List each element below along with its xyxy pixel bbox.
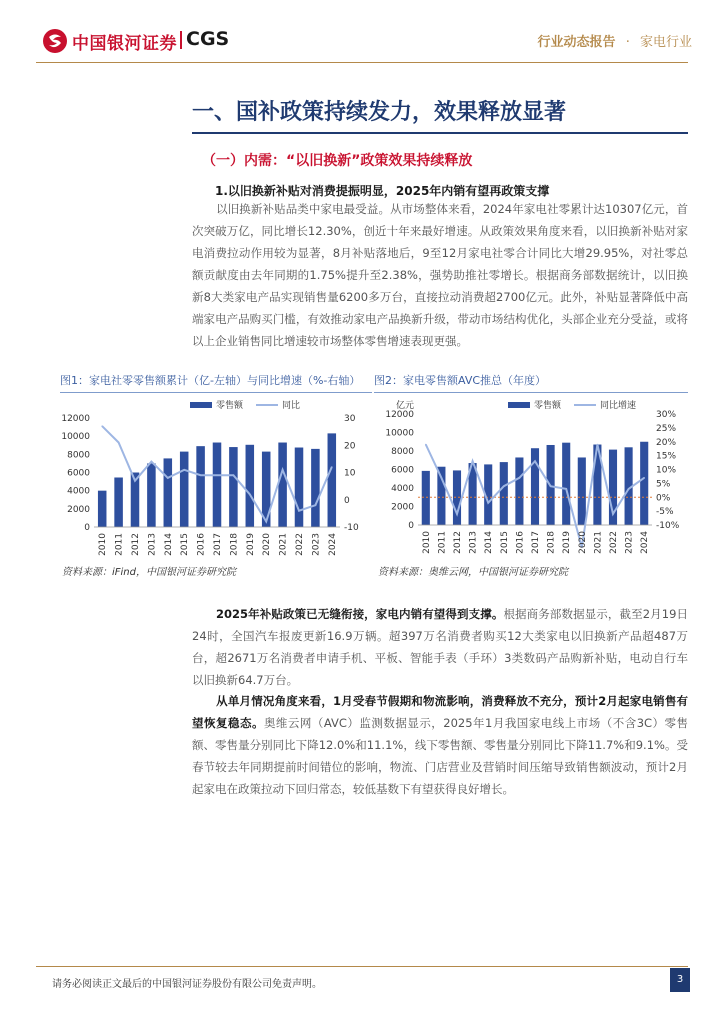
growth-point-2018 (550, 485, 552, 487)
x-tick-label: 2024 (640, 531, 651, 554)
growth-point-2012 (134, 480, 136, 482)
x-tick-label: 2022 (295, 533, 305, 556)
figure-2-caption: 图2：家电零售额AVC推总（年度） (374, 374, 547, 387)
y2-tick-label: 30 (344, 414, 356, 424)
y2-tick-label: -5% (656, 507, 674, 518)
bar-2019 (562, 443, 570, 525)
header-dot: · (625, 35, 630, 50)
y2-tick-label: 20 (344, 441, 356, 452)
industry-label: 家电行业 (639, 35, 692, 50)
growth-point-2020 (265, 521, 267, 523)
x-tick-label: 2012 (453, 531, 463, 554)
x-tick-label: 2023 (624, 531, 635, 554)
x-tick-label: 2017 (213, 533, 223, 556)
bar-2022 (295, 448, 304, 527)
growth-point-2015 (503, 485, 505, 487)
x-tick-label: 2019 (562, 531, 573, 554)
paragraph-2 (192, 603, 688, 691)
x-tick-label: 2014 (484, 531, 495, 554)
bar-2010 (422, 471, 430, 525)
y-tick-label: 12000 (61, 414, 90, 424)
bar-2019 (246, 445, 255, 527)
x-tick-label: 2018 (229, 533, 240, 556)
paragraph-2-text: 根据商务部数据显示，截至2月19日24时，全国汽车报废更新16.9万辆。超397万名消费者购买12大类家电以旧换新产品超487万台，超2671万名消费者申请手机、平板、智能手表（手环）3类数码产品购新补贴，电动自行车以旧换新64.7万台。 (192, 607, 688, 687)
legend-label-bar: 零售额 (216, 401, 244, 411)
y2-tick-label: 0% (656, 493, 671, 504)
growth-point-2016 (200, 474, 202, 476)
company-logo-icon (42, 28, 68, 54)
bar-2013 (147, 463, 156, 527)
growth-point-2017 (534, 460, 536, 462)
legend-label-bar: 零售额 (534, 401, 562, 411)
subsection-title: （一）内需：“以旧换新”政策效果持续释放 (202, 153, 473, 169)
footer-divider (36, 966, 688, 967)
y2-tick-label: 15% (656, 451, 677, 462)
y-tick-label: 4000 (391, 484, 414, 494)
report-type: 行业动态报告 (537, 35, 616, 50)
growth-point-2012 (456, 513, 458, 515)
y-tick-label: 12000 (385, 410, 414, 420)
growth-point-2013 (151, 461, 153, 463)
y2-tick-label: 5% (656, 479, 671, 490)
subsubsection-title: 1.以旧换新补贴对消费提振明显，2025年内销有望再政策支撑 (215, 184, 550, 198)
growth-point-2017 (216, 474, 218, 476)
figure-1-caption-rule (60, 392, 372, 393)
growth-point-2014 (487, 502, 489, 504)
figure-2-source: 资料来源：奥维云网，中国银河证券研究院 (378, 567, 568, 578)
growth-point-2024 (331, 466, 333, 468)
x-tick-label: 2024 (327, 533, 338, 556)
y-tick-label: 8000 (67, 450, 90, 461)
bar-2015 (500, 462, 508, 525)
growth-point-2024 (643, 477, 645, 479)
growth-point-2011 (118, 442, 120, 444)
growth-point-2019 (565, 488, 567, 490)
y-tick-label: 8000 (391, 447, 414, 457)
company-name-cn: 中国银河证券 (72, 34, 177, 54)
chart-1 (60, 396, 372, 561)
growth-point-2021 (282, 469, 284, 471)
y2-tick-label: 25% (656, 423, 677, 434)
x-tick-label: 2010 (421, 531, 432, 554)
growth-point-2021 (597, 444, 599, 446)
x-tick-label: 2018 (546, 531, 557, 554)
growth-point-2010 (425, 444, 427, 446)
x-tick-label: 2015 (180, 533, 191, 556)
y-tick-label: 6000 (391, 465, 414, 476)
growth-point-2019 (249, 494, 251, 496)
x-tick-label: 2014 (163, 533, 174, 556)
bar-2010 (98, 491, 107, 527)
section-title: 一、国补政策持续发力，效果释放显著 (192, 99, 567, 125)
figure-1-caption: 图1：家电社零零售额累计（亿-左轴）与同比增速（%-右轴） (60, 374, 361, 387)
growth-point-2013 (472, 460, 474, 462)
growth-point-2022 (298, 510, 300, 512)
bar-2016 (196, 446, 205, 527)
y2-tick-label: 30% (656, 410, 677, 420)
y-tick-label: 10000 (61, 432, 90, 443)
growth-point-2015 (183, 469, 185, 471)
y-tick-label: 0 (408, 521, 414, 531)
x-tick-label: 2021 (593, 531, 604, 554)
paragraph-2-lead: 2025年补贴政策已无缝衔接，家电内销有望得到支撑。 (216, 607, 504, 621)
bar-2015 (180, 452, 189, 527)
legend-label-line: 同比增速 (600, 401, 637, 411)
y2-tick-label: 10% (656, 465, 677, 476)
x-tick-label: 2023 (311, 533, 322, 556)
y-axis-unit: 亿元 (395, 401, 414, 411)
y-tick-label: 2000 (391, 502, 414, 513)
growth-point-2022 (612, 513, 614, 515)
x-tick-label: 2020 (577, 531, 588, 554)
growth-point-2023 (628, 488, 630, 490)
y2-tick-label: 0 (344, 495, 350, 506)
y2-tick-label: 20% (656, 437, 677, 448)
x-tick-label: 2019 (245, 533, 256, 556)
bar-2014 (164, 458, 173, 527)
legend-swatch-bar (508, 402, 530, 408)
x-tick-label: 2020 (262, 533, 273, 556)
legend-label-line: 同比 (282, 401, 301, 411)
bar-2011 (114, 477, 123, 527)
company-name-en: CGS (186, 28, 230, 50)
y-tick-label: 4000 (67, 486, 90, 497)
y-tick-label: 2000 (67, 504, 90, 515)
x-tick-label: 2016 (196, 533, 207, 556)
x-tick-label: 2013 (468, 531, 479, 554)
growth-point-2010 (101, 425, 103, 427)
report-category (538, 31, 692, 50)
y-tick-label: 0 (84, 523, 90, 533)
bar-2017 (213, 443, 222, 527)
paragraph-3 (192, 690, 688, 800)
footer-disclaimer: 请务必阅读正文最后的中国银河证券股份有限公司免责声明。 (52, 979, 322, 990)
x-tick-label: 2021 (278, 533, 289, 556)
x-tick-label: 2015 (499, 531, 510, 554)
header-divider (36, 62, 688, 63)
y2-tick-label: -10% (656, 521, 680, 531)
y2-tick-label: 10 (344, 468, 356, 479)
x-tick-label: 2016 (515, 531, 526, 554)
paragraph-3-text: 奥维云网（AVC）监测数据显示，2025年1月我国家电线上市场（不含3C）零售额、零售量分别同比下降12.0%和11.1%，线下零售额、零售量分别同比下降11.7%和9.1%。受春节较去年同期提前时间错位的影响，物流、门店营业及营销时间压缩导致销售额波动，预计2月起家电在政策拉动下回归常态，较低基数下有望获得良好增长。 (192, 716, 688, 796)
x-tick-label: 2010 (98, 533, 109, 556)
paragraph-1 (192, 198, 688, 352)
bar-2020 (578, 457, 586, 525)
bar-2018 (229, 447, 238, 527)
paragraph-1-text: 以旧换新补贴品类中家电最受益。从市场整体来看，2024年家电社零累计达10307亿元，首次突破万亿，同比增长12.30%，创近十年来最好增速。从政策效果角度来看，以旧换新补贴对家电消费拉动作用较为显著，8月补贴落地后，9至12月家电社零合计同比大增29.95%，对社零总额贡献度由去年同期的1.75%提升至2.38%，强势助推社零增长。根据商务部数据统计，以旧换新8大类家电产品实现销售量6200多万台，直接拉动消费超2700亿元。此外，补贴显著降低中高端家电产品购买门槛，有效推动家电产品换新升级，带动市场结构优化，头部企业充分受益，或将以上企业销售同比增速较市场整体零售增速表现更强。 (192, 202, 688, 348)
x-tick-label: 2012 (131, 533, 141, 556)
growth-point-2023 (315, 504, 317, 506)
logo-divider (180, 31, 182, 49)
y-tick-label: 10000 (385, 428, 414, 439)
page-number: 3 (670, 968, 690, 992)
figure-2-caption-rule (374, 392, 688, 393)
x-tick-label: 2011 (114, 533, 125, 556)
y2-tick-label: -10 (344, 523, 359, 533)
growth-point-2014 (167, 477, 169, 479)
x-tick-label: 2013 (147, 533, 158, 556)
x-tick-label: 2017 (531, 531, 541, 554)
legend-swatch-bar (190, 402, 212, 408)
figure-1-source: 资料来源：iFind，中国银河证券研究院 (62, 567, 236, 578)
growth-point-2011 (441, 477, 443, 479)
x-tick-label: 2022 (609, 531, 619, 554)
chart-2 (374, 396, 688, 561)
bar-2023 (311, 449, 320, 527)
bar-2016 (515, 457, 523, 525)
bar-2024 (328, 433, 337, 527)
x-tick-label: 2011 (437, 531, 448, 554)
bar-2021 (278, 443, 287, 527)
paragraph-3-lead: 从单月情况角度来看，1月受春节假期和物流影响，消费释放不充分，预计2月起家电销售有望恢复稳态。 (192, 694, 688, 730)
section-title-underline (192, 132, 688, 134)
growth-point-2016 (519, 477, 521, 479)
growth-point-2018 (233, 474, 235, 476)
y-tick-label: 6000 (67, 468, 90, 479)
bar-2024 (640, 442, 648, 525)
